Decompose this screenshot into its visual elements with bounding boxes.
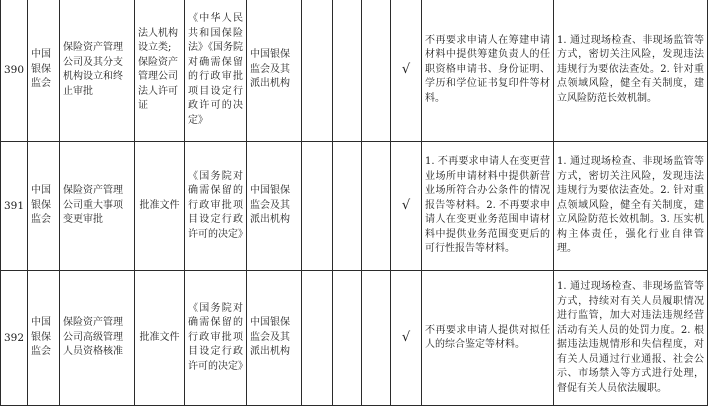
table-row <box>1 271 708 406</box>
empty-cell <box>333 0 362 142</box>
item-name-cell: 保险资产管理公司重大事项变更审批 <box>60 142 135 271</box>
legal-basis-cell: 《国务院对确需保留的行政审批项目设定行政许可的决定》 <box>185 142 247 271</box>
supervision-measures-cell: 1. 通过现场检查、非现场监管等方式，持续对有关人员履职情况进行监管，加大对违法违规经营活动有关人员的处罚力度。2. 根据违法违规情形和失信程度，对有关人员通过行业通报、社会公示、市场禁入等方式进行处理，督促有关人员依法履职。 <box>554 271 708 406</box>
approval-type-cell: 法人机构设立类;保险资产管理公司法人许可证 <box>135 0 185 142</box>
legal-basis-cell: 《中华人民共和国保险法》《国务院对确需保留的行政审批项目设定行政许可的决定》 <box>185 0 247 142</box>
reform-measures-cell: 不再要求申请人在筹建申请材料中提供筹建负责人的任职资格申请书、身份证明、学历和学位证书复印件等材料。 <box>422 0 554 142</box>
department-cell: 中国银保监会 <box>28 0 60 142</box>
supervision-measures-cell: 1. 通过现场检查、非现场监管等方式，密切关注风险，发现违法违规行为要依法查处。2. 针对重点领域风险，健全有关制度，建立风险防范长效机制。 <box>554 0 708 142</box>
approval-type-cell: 批准文件 <box>135 142 185 271</box>
reform-measures-cell: 1. 不再要求申请人在变更营业场所申请材料中提供新营业场所符合办公条件的情况报告等材料。2. 不再要求申请人在变更业务范围申请材料中提供业务范围变更后的可行性报告等材料。 <box>422 142 554 271</box>
empty-cell <box>333 142 362 271</box>
empty-cell <box>302 271 333 406</box>
checkmark-cell: √ <box>391 271 422 406</box>
supervision-measures-cell: 1. 通过现场检查、非现场监管等方式，密切关注风险，发现违法违规行为要依法查处。2. 针对重点领域风险，健全有关制度，建立风险防范长效机制。3. 压实机构主体责任，强化行业自律管理。 <box>554 142 708 271</box>
empty-cell <box>362 271 391 406</box>
department-cell: 中国银保监会 <box>28 271 60 406</box>
department-cell: 中国银保监会 <box>28 142 60 271</box>
empty-cell <box>333 271 362 406</box>
checkmark-cell: √ <box>391 142 422 271</box>
row-number: 392 <box>1 271 28 406</box>
approval-type-cell: 批准文件 <box>135 271 185 406</box>
empty-cell <box>362 0 391 142</box>
approval-org-cell: 中国银保监会及其派出机构 <box>247 0 302 142</box>
empty-cell <box>302 142 333 271</box>
table-row <box>1 0 708 142</box>
item-name-cell: 保险资产管理公司及其分支机构设立和终止审批 <box>60 0 135 142</box>
empty-cell <box>362 142 391 271</box>
table-row <box>1 142 708 271</box>
row-number: 390 <box>1 0 28 142</box>
checkmark-cell: √ <box>391 0 422 142</box>
legal-basis-cell: 《国务院对确需保留的行政审批项目设定行政许可的决定》 <box>185 271 247 406</box>
reform-measures-cell: 不再要求申请人提供对拟任人的综合鉴定等材料。 <box>422 271 554 406</box>
item-name-cell: 保险资产管理公司高级管理人员资格核准 <box>60 271 135 406</box>
row-number: 391 <box>1 142 28 271</box>
approval-org-cell: 中国银保监会及其派出机构 <box>247 271 302 406</box>
approval-org-cell: 中国银保监会及其派出机构 <box>247 142 302 271</box>
empty-cell <box>302 0 333 142</box>
